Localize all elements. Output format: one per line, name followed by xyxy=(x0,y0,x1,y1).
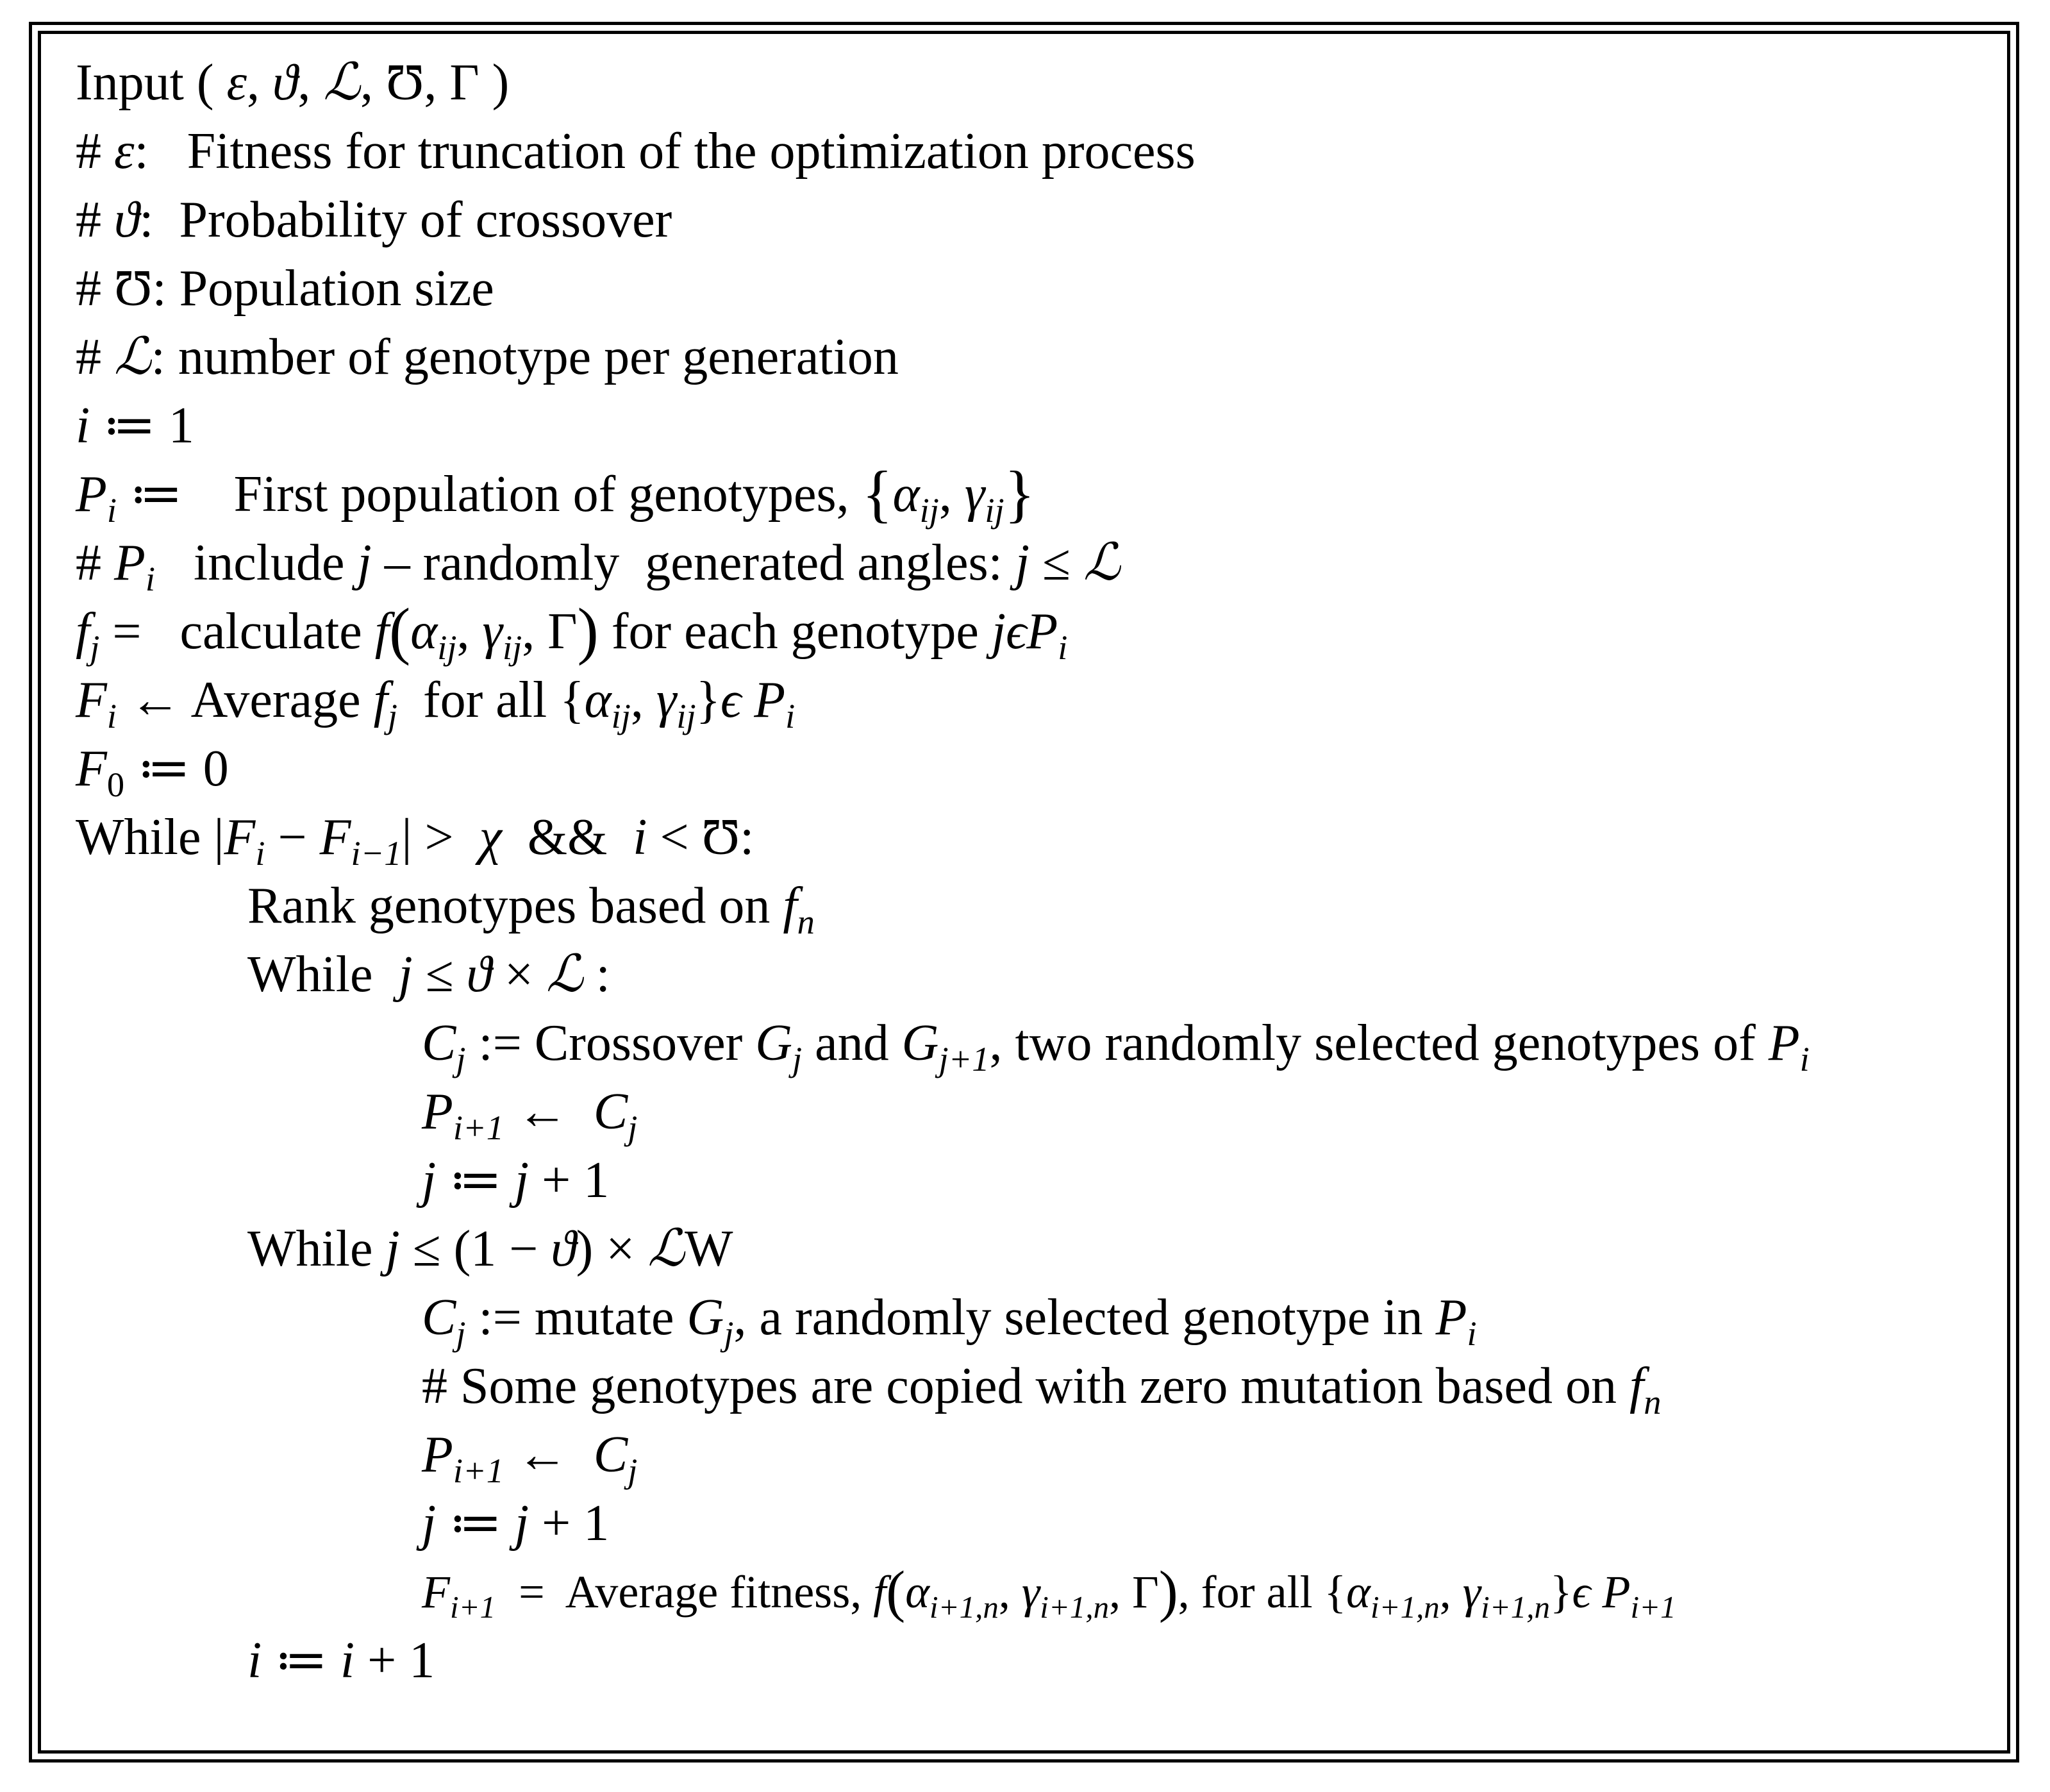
algo-token: # xyxy=(76,123,114,180)
algo-token: ≔ First population of genotypes, xyxy=(117,466,862,523)
algo-token: i xyxy=(255,834,265,873)
algo-token: While xyxy=(247,1221,386,1277)
algo-token: include xyxy=(155,535,358,591)
algo-token: i+1 xyxy=(453,1452,504,1491)
algo-token: i xyxy=(633,809,647,866)
algo-token: , xyxy=(297,54,324,111)
algo-token: j xyxy=(385,1221,400,1277)
algo-token: i+1,n xyxy=(929,1589,999,1625)
algo-token: + 1 xyxy=(529,1495,610,1552)
algo-token: γ xyxy=(656,672,677,728)
algo-line-assign-c1 xyxy=(76,1078,1999,1146)
algo-token: , xyxy=(456,603,483,660)
algo-line-crossover xyxy=(76,1009,1999,1078)
algo-token: := Crossover xyxy=(465,1015,756,1071)
algo-line-comment-L xyxy=(76,323,1999,392)
algo-token: , Ʊ, Γ ) xyxy=(360,54,510,111)
algo-token: i xyxy=(247,1632,262,1689)
algo-token: , a randomly selected genotype in xyxy=(733,1289,1436,1346)
algo-token: ≔ xyxy=(436,1495,515,1552)
algo-line-increment-i xyxy=(76,1627,1999,1695)
algo-token: j xyxy=(628,1452,638,1491)
algo-token: α xyxy=(892,466,920,523)
algo-line-while-outer xyxy=(76,803,1999,872)
algo-token: : number of genotype per generation xyxy=(151,329,899,385)
algo-token: ≔ xyxy=(436,1152,515,1209)
algo-token: i−1 xyxy=(351,834,402,873)
algo-line-increment-j1 xyxy=(76,1146,1999,1215)
algo-token: While | xyxy=(76,809,224,866)
algo-line-init-i xyxy=(76,392,1999,460)
algo-token: ϵ P xyxy=(721,672,786,728)
algo-token: ε xyxy=(114,123,135,180)
algo-token: W xyxy=(685,1221,733,1277)
algo-token: < Ʊ: xyxy=(647,809,754,866)
algo-token: P xyxy=(422,1084,453,1140)
algo-token: 0 xyxy=(106,766,125,805)
algo-token: i+1,n xyxy=(1370,1589,1440,1625)
algo-token: , for all { xyxy=(1178,1566,1347,1618)
algo-token: γ xyxy=(482,603,503,660)
algo-token: ϑ xyxy=(466,946,492,1003)
algo-token: n xyxy=(797,903,815,942)
algo-line-comment-theta xyxy=(76,186,1999,255)
algo-token: : Probability of crossover xyxy=(139,192,672,248)
algo-token: ) xyxy=(577,595,599,666)
algo-token: f xyxy=(873,1566,887,1618)
algo-token: ε xyxy=(226,54,247,111)
algo-token: i xyxy=(1058,628,1068,667)
algo-token: + 1 xyxy=(529,1152,610,1209)
algo-token: i+1 xyxy=(449,1589,496,1625)
algo-token: P xyxy=(76,466,107,523)
algo-token: i xyxy=(76,398,90,454)
algo-line-rank xyxy=(76,872,1999,941)
algo-token: Input ( xyxy=(76,54,227,111)
algo-token: # xyxy=(76,192,114,248)
algo-token: ≔ 0 xyxy=(124,741,229,797)
algo-token: G xyxy=(901,1015,939,1071)
algo-token: ( xyxy=(388,595,411,666)
algo-token: j xyxy=(514,1152,529,1209)
algo-token: , xyxy=(998,1566,1022,1618)
algo-token: jϵP xyxy=(991,603,1058,660)
algo-token: ℒ xyxy=(1083,535,1121,591)
algo-token: # xyxy=(76,535,114,591)
algo-token: ≔ 1 xyxy=(90,398,194,454)
algo-token: ℒ xyxy=(647,1221,685,1277)
algo-token: − xyxy=(265,809,320,866)
algo-token: ϑ xyxy=(551,1221,576,1277)
algo-token: α xyxy=(905,1566,930,1618)
algo-token: # Some genotypes are copied with zero mutation based on xyxy=(422,1358,1629,1414)
algo-token: , xyxy=(630,672,656,728)
algo-token: ← xyxy=(503,1084,594,1140)
algo-line-mutate xyxy=(76,1284,1999,1352)
algo-token: i xyxy=(1799,1040,1810,1079)
algo-token: j+1 xyxy=(938,1040,990,1079)
algo-token: ( xyxy=(886,1560,906,1624)
algo-line-comment-mutation xyxy=(76,1352,1999,1421)
algo-line-comment-upsilon xyxy=(76,255,1999,323)
algo-token: γ xyxy=(1462,1566,1481,1618)
algo-token: ← xyxy=(503,1427,594,1483)
algo-token: – randomly generated angles: xyxy=(371,535,1015,591)
algo-line-calc-f xyxy=(76,595,1999,667)
algo-token: ϑ xyxy=(114,192,140,248)
algo-token: χ xyxy=(479,809,502,866)
algo-token: for each genotype xyxy=(598,603,992,660)
algo-line-assign-c2 xyxy=(76,1421,1999,1489)
algo-token: ≤ (1 − xyxy=(399,1221,551,1277)
algo-token: = calculate xyxy=(99,603,375,660)
algo-token: j xyxy=(422,1152,437,1209)
algo-token: : Fitness for truncation of the optimization process xyxy=(134,123,1196,180)
algo-token: f xyxy=(373,672,388,728)
algo-token: ≤ xyxy=(412,946,467,1003)
algo-token: ℒ xyxy=(546,946,583,1003)
algo-token: i xyxy=(106,491,117,530)
algo-token: F xyxy=(422,1566,450,1618)
algo-token: ij xyxy=(437,628,457,667)
algo-token: C xyxy=(422,1289,456,1346)
algo-token: j xyxy=(628,1109,638,1148)
algo-line-average-F xyxy=(76,666,1999,735)
algo-token: = Average fitness, xyxy=(496,1566,874,1618)
algo-token: j xyxy=(1015,535,1030,591)
algo-token: } xyxy=(1549,1566,1572,1618)
algo-token: i xyxy=(106,697,117,736)
algo-token: ≔ xyxy=(262,1632,340,1689)
algo-token: f xyxy=(783,878,797,934)
algo-token: j xyxy=(514,1495,529,1552)
algo-token: ) × xyxy=(576,1221,648,1277)
algo-token: n xyxy=(1644,1383,1662,1422)
algo-token: j xyxy=(387,697,397,736)
algo-token: F xyxy=(76,672,107,728)
algo-token: P xyxy=(1768,1015,1800,1071)
algo-token: , two randomly selected genotypes of xyxy=(989,1015,1769,1071)
algo-line-init-P xyxy=(76,460,1999,529)
algo-token: j xyxy=(456,1314,466,1353)
algo-line-comment-epsilon xyxy=(76,117,1999,186)
algo-token: C xyxy=(593,1084,628,1140)
algo-line-init-F0 xyxy=(76,735,1999,803)
algo-token: ≤ xyxy=(1029,535,1083,591)
algo-token: ij xyxy=(503,628,522,667)
algo-token: i+1,n xyxy=(1040,1589,1110,1625)
algo-token: F xyxy=(76,741,107,797)
algo-token: P xyxy=(114,535,146,591)
algo-token: and xyxy=(802,1015,902,1071)
algorithm-pseudocode xyxy=(76,49,1999,1695)
algo-token: , Γ xyxy=(1109,1566,1159,1618)
algo-token: G xyxy=(687,1289,724,1346)
algo-token: i xyxy=(785,697,796,736)
algo-token: F xyxy=(224,809,256,866)
algo-token: γ xyxy=(1021,1566,1040,1618)
algo-token: ij xyxy=(985,491,1004,530)
algo-token: ij xyxy=(611,697,631,736)
algo-token: Rank genotypes based on xyxy=(247,878,783,934)
algo-token: α xyxy=(1346,1566,1371,1618)
algo-token: α xyxy=(584,672,612,728)
algo-token: G xyxy=(755,1015,793,1071)
algo-token: j xyxy=(422,1495,437,1552)
algo-line-comment-P xyxy=(76,529,1999,598)
algo-token: ) xyxy=(1158,1560,1178,1624)
algo-token: f xyxy=(76,603,90,660)
algo-token: i+1 xyxy=(1630,1589,1676,1625)
algo-token: ϵ P xyxy=(1572,1566,1631,1618)
algo-token: # xyxy=(76,329,114,385)
algo-token: i+1 xyxy=(453,1109,504,1148)
algo-token: P xyxy=(1435,1289,1467,1346)
algo-token: f xyxy=(1629,1358,1644,1414)
algo-token: , Γ xyxy=(522,603,578,660)
algo-token: P xyxy=(422,1427,453,1483)
algo-token: i xyxy=(1467,1314,1477,1353)
algo-token: f xyxy=(374,603,389,660)
algo-token: ℒ xyxy=(114,329,151,385)
algo-token: # Ʊ: Population size xyxy=(76,260,494,317)
algo-token: ϑ xyxy=(272,54,298,111)
algo-token: γ xyxy=(964,466,985,523)
algo-token: := mutate xyxy=(465,1289,687,1346)
algo-token: } xyxy=(696,672,721,728)
algo-token: : xyxy=(583,946,610,1003)
algo-token: C xyxy=(422,1015,456,1071)
algo-token: j xyxy=(456,1040,466,1079)
algo-token: } xyxy=(1004,458,1035,529)
algo-line-while-mutation xyxy=(76,1215,1999,1284)
algo-token: | > xyxy=(401,809,479,866)
algo-token: , xyxy=(1439,1566,1463,1618)
algo-token: j xyxy=(90,628,100,667)
algo-token: C xyxy=(593,1427,628,1483)
algo-line-while-crossover xyxy=(76,941,1999,1009)
algo-token: F xyxy=(319,809,351,866)
algo-token: j xyxy=(398,946,413,1003)
algo-line-increment-j2 xyxy=(76,1489,1999,1558)
algo-token: , xyxy=(938,466,965,523)
algo-token: While xyxy=(247,946,399,1003)
algo-token: ℒ xyxy=(323,54,360,111)
algo-token: , xyxy=(247,54,273,111)
algo-token: i+1,n xyxy=(1481,1589,1550,1625)
algo-token: j xyxy=(357,535,372,591)
algo-token: i xyxy=(145,560,155,599)
algo-token: ij xyxy=(676,697,696,736)
algo-token: + 1 xyxy=(354,1632,435,1689)
algo-token: && xyxy=(501,809,633,866)
algo-token: j xyxy=(724,1314,734,1353)
algo-token: ← Average xyxy=(117,672,374,728)
algo-token: for all { xyxy=(397,672,585,728)
algo-token: j xyxy=(792,1040,803,1079)
algo-token: ij xyxy=(919,491,939,530)
algo-token: i xyxy=(340,1632,355,1689)
algo-token: α xyxy=(410,603,438,660)
algo-token: { xyxy=(862,458,893,529)
algo-line-input xyxy=(76,49,1999,117)
algo-token: × xyxy=(491,946,546,1003)
algo-line-average-fitness xyxy=(76,1558,1999,1627)
